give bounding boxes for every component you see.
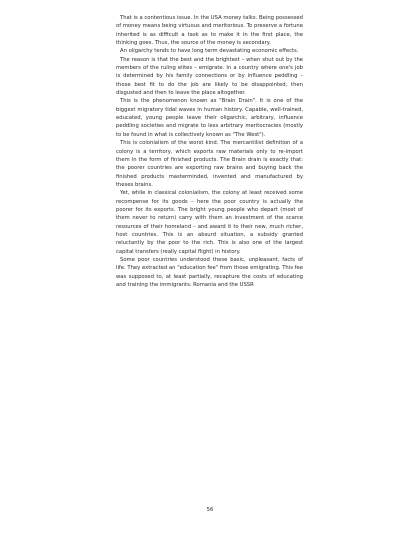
paragraph: The reason is that the best and the brightest – when shut out by the members of the ruling elites – emigrate. In a country where one's job is determined by his family connections or by influence peddling – those best fit to do the job are likely to be disappointed, then disgusted and then to leave the place altogether. bbox=[116, 56, 303, 97]
body-text bbox=[116, 14, 303, 289]
paragraph: An oligarchy tends to have long term devastating economic effects. bbox=[120, 48, 299, 55]
paragraph: Yet, while in classical colonialism, the colony at least received some recompense for its goods – here the poor country is actually the poorer for its exports. The bright young people who depart (most of them never to return) carry with them an investment of the scarce resources of their homeland – and award it to their new, much richer, host countries. This is an absurd situation, a subsidy granted reluctantly by the poor to the rich. This is also one of the largest capital transfers (really capital flight) in history. bbox=[116, 190, 303, 255]
paragraph: Some poor countries understood these basic, unpleasant, facts of life. They extracted an "education fee" from those emigrating. This fee was supposed to, at least partially, recapture the costs of educating and training the immigrants. Romania and the USSR bbox=[116, 256, 303, 288]
paragraph: That is a contentious issue. In the USA money talks. Being possessed of money means being virtuous and meritorious. To preserve a fortune inherited is as difficult a task as to make it in the first place, the thinking goes. Thus, the source of the money is secondary. bbox=[116, 15, 303, 47]
page-number: 56 bbox=[206, 507, 214, 513]
paragraph: This is the phenomenon known as "Brain Drain". It is one of the biggest migratory tidal waves in human history. Capable, well-trained, educated, young people leave their oligarchic, arbitrary, influence peddling societies and migrate to less arbitrary meritocracies (mostly to be found in what is collectively known as "The West"). bbox=[116, 98, 303, 138]
paragraph: This is colonialism of the worst kind. The mercantilist definition of a colony is a territory, which exports raw materials only to re-import them in the form of finished products. The Brain drain is exactly that: the poorer countries are exporting raw brains and buying back the finished products masterminded, invented and manufactured by theses brains. bbox=[116, 140, 303, 188]
